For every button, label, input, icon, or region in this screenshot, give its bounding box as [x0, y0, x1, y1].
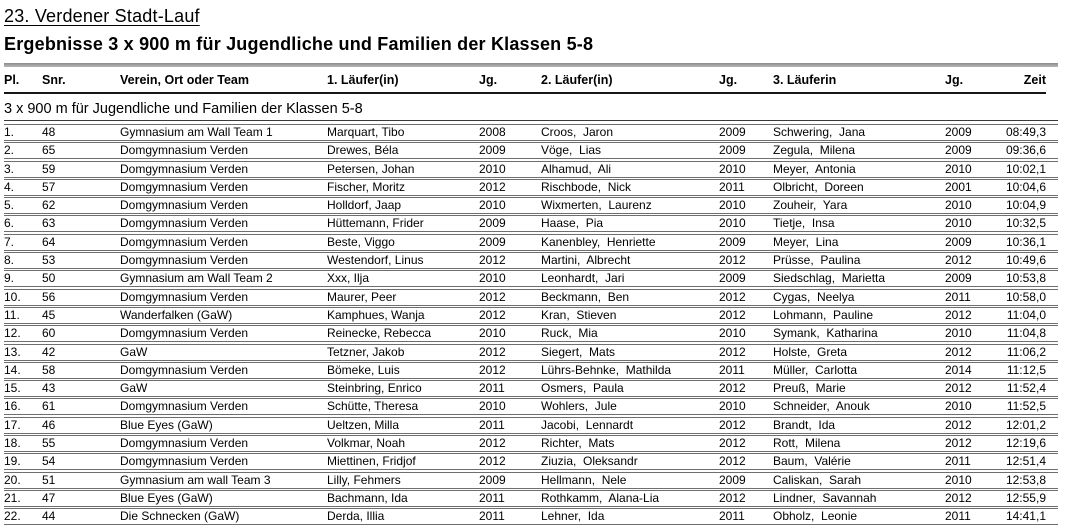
- table-cell: 2012: [719, 307, 746, 322]
- table-cell: Domgymnasium Verden: [120, 454, 249, 469]
- table-cell: 2011: [945, 289, 971, 304]
- table-cell: 2010: [945, 399, 972, 414]
- table-cell: Rott, Milena: [773, 436, 841, 451]
- table-cell: Caliskan, Sarah: [773, 472, 862, 487]
- table-cell: Wanderfalken (GaW): [120, 307, 233, 322]
- table-cell: 2009: [945, 143, 972, 158]
- table-cell: GaW: [120, 344, 148, 359]
- table-row: [4, 508, 1058, 525]
- table-header: [4, 67, 1046, 94]
- table-cell: 11:12,5: [1006, 362, 1046, 377]
- table-cell: Domgymnasium Verden: [120, 326, 249, 341]
- column-header: Snr.: [42, 73, 66, 87]
- table-row: [4, 380, 1058, 397]
- table-cell: Lehner, Ida: [541, 509, 605, 524]
- table-cell: Kamphues, Wanja: [327, 307, 425, 322]
- table-cell: Fischer, Moritz: [327, 179, 406, 194]
- table-cell: 11:04,0: [1006, 307, 1046, 322]
- table-cell: Jacobi, Lennardt: [541, 417, 634, 432]
- table-cell: Holldorf, Jaap: [327, 198, 402, 213]
- table-cell: Schneider, Anouk: [773, 399, 870, 414]
- table-cell: Brandt, Ida: [773, 417, 836, 432]
- table-cell: 2009: [945, 234, 972, 249]
- table-cell: 2010: [479, 161, 506, 176]
- table-cell: Hellmann, Nele: [541, 472, 627, 487]
- table-cell: Beste, Viggo: [327, 234, 395, 249]
- table-cell: Obholz, Leonie: [773, 509, 858, 524]
- table-cell: Kran, Stieven: [541, 307, 617, 322]
- table-cell: Domgymnasium Verden: [120, 289, 249, 304]
- table-cell: 56: [42, 289, 56, 304]
- table-cell: 55: [42, 436, 56, 451]
- table-cell: Westendorf, Linus: [327, 253, 424, 268]
- table-cell: 19.: [4, 454, 21, 469]
- table-cell: 58: [42, 362, 56, 377]
- table-cell: 10:32,5: [1005, 216, 1046, 231]
- column-header: Pl.: [4, 73, 20, 87]
- table-cell: Siegert, Mats: [541, 344, 616, 359]
- table-cell: 2012: [945, 381, 972, 396]
- table-row: [4, 234, 1058, 251]
- table-cell: 21.: [4, 490, 21, 505]
- table-cell: 16.: [4, 399, 21, 414]
- table-cell: Lührs-Behnke, Mathilda: [541, 362, 672, 377]
- table-cell: 2012: [719, 344, 746, 359]
- table-cell: 57: [42, 179, 56, 194]
- table-cell: Müller, Carlotta: [773, 362, 858, 377]
- table-cell: Gymnasium am wall Team 3: [120, 472, 271, 487]
- table-cell: 14:41,1: [1005, 509, 1046, 524]
- table-cell: 2012: [479, 307, 506, 322]
- table-cell: 2009: [945, 271, 972, 286]
- table-cell: 2012: [719, 454, 746, 469]
- table-cell: Cygas, Neelya: [773, 289, 855, 304]
- table-cell: 2011: [479, 417, 505, 432]
- table-cell: Derda, Illia: [327, 509, 385, 524]
- table-cell: 54: [42, 454, 56, 469]
- table-cell: Reinecke, Rebecca: [327, 326, 432, 341]
- table-cell: 2011: [945, 454, 971, 469]
- table-cell: 2009: [479, 216, 506, 231]
- table-cell: 2011: [719, 362, 745, 377]
- column-header: Jg.: [945, 73, 964, 87]
- table-cell: Gymnasium am Wall Team 1: [120, 125, 273, 139]
- table-cell: 44: [42, 509, 56, 524]
- table-cell: 2010: [719, 161, 746, 176]
- table-row: [4, 417, 1058, 434]
- table-cell: 10:02,1: [1005, 161, 1046, 176]
- table-cell: 2.: [4, 143, 15, 158]
- table-cell: Wohlers, Jule: [541, 399, 617, 414]
- table-cell: Miettinen, Fridjof: [327, 454, 416, 469]
- table-row: [4, 490, 1058, 507]
- table-cell: 2012: [719, 490, 746, 505]
- table-cell: Preuß, Marie: [773, 381, 846, 396]
- table-cell: Maurer, Peer: [327, 289, 397, 304]
- table-cell: 2012: [479, 289, 506, 304]
- table-cell: 2010: [945, 472, 972, 487]
- table-cell: 2010: [945, 161, 972, 176]
- table-row: [4, 435, 1058, 452]
- table-cell: 64: [42, 234, 56, 249]
- page-title: 23. Verdener Stadt-Lauf: [4, 6, 200, 26]
- table-cell: 22.: [4, 509, 21, 524]
- table-cell: Osmers, Paula: [541, 381, 624, 396]
- table-cell: 2012: [479, 454, 506, 469]
- table-cell: 14.: [4, 362, 21, 377]
- table-cell: 2010: [479, 271, 506, 286]
- table-cell: 5.: [4, 198, 15, 213]
- table-cell: 2010: [945, 326, 972, 341]
- table-row: [4, 270, 1058, 287]
- table-cell: Alhamud, Ali: [541, 161, 612, 176]
- table-cell: Xxx, Ilja: [327, 271, 370, 286]
- table-cell: 18.: [4, 436, 21, 451]
- table-cell: 3.: [4, 161, 15, 176]
- table-cell: 59: [42, 161, 56, 176]
- table-cell: 53: [42, 253, 56, 268]
- table-cell: Lilly, Fehmers: [327, 472, 401, 487]
- table-cell: 2012: [719, 417, 746, 432]
- table-cell: 09:36,6: [1005, 143, 1046, 158]
- table-cell: 2010: [719, 399, 746, 414]
- table-cell: Domgymnasium Verden: [120, 253, 249, 268]
- table-cell: 12.: [4, 326, 21, 341]
- table-cell: 2009: [719, 125, 746, 139]
- table-cell: Steinbring, Enrico: [327, 381, 422, 396]
- table-cell: Bachmann, Ida: [327, 490, 408, 505]
- table-cell: Volkmar, Noah: [327, 436, 406, 451]
- table-cell: Haase, Pia: [541, 216, 604, 231]
- table-cell: Domgymnasium Verden: [120, 399, 249, 414]
- table-cell: Blue Eyes (GaW): [120, 490, 213, 505]
- table-row: [4, 307, 1058, 324]
- table-cell: 20.: [4, 472, 21, 487]
- table-cell: Schwering, Jana: [773, 125, 866, 139]
- table-cell: 63: [42, 216, 56, 231]
- table-cell: Domgymnasium Verden: [120, 143, 249, 158]
- table-cell: 42: [42, 344, 56, 359]
- table-cell: 2012: [945, 436, 972, 451]
- table-row: [4, 142, 1058, 159]
- table-cell: Blue Eyes (GaW): [120, 417, 213, 432]
- table-cell: 51: [42, 472, 56, 487]
- table-cell: 47: [42, 490, 56, 505]
- table-cell: 2012: [479, 253, 506, 268]
- table-cell: 2010: [479, 326, 506, 341]
- table-cell: 2010: [719, 216, 746, 231]
- table-row: [4, 362, 1058, 379]
- table-cell: 2012: [719, 289, 746, 304]
- table-cell: 2012: [479, 179, 506, 194]
- table-cell: Croos, Jaron: [541, 125, 614, 139]
- table-cell: Rischbode, Nick: [541, 179, 632, 194]
- table-cell: 10:53,8: [1005, 271, 1046, 286]
- table-row: [4, 289, 1058, 306]
- table-cell: 11:06,2: [1006, 344, 1046, 359]
- table-cell: Meyer, Lina: [773, 234, 839, 249]
- table-cell: 2012: [479, 436, 506, 451]
- table-cell: Richter, Mats: [541, 436, 615, 451]
- table-cell: Domgymnasium Verden: [120, 362, 249, 377]
- table-row: [4, 161, 1058, 178]
- table-cell: 48: [42, 125, 56, 139]
- table-cell: 8.: [4, 253, 15, 268]
- page-subtitle: Ergebnisse 3 x 900 m für Jugendliche und Familien der Klassen 5-8: [4, 34, 594, 54]
- section-label: 3 x 900 m für Jugendliche und Familien der Klassen 5-8: [4, 101, 1058, 121]
- table-cell: Bömeke, Luis: [327, 362, 400, 377]
- table-row: [4, 124, 1058, 141]
- table-cell: 2010: [945, 198, 972, 213]
- table-cell: 1.: [4, 125, 15, 139]
- table-row: [4, 179, 1058, 196]
- table-cell: 61: [42, 399, 56, 414]
- table-row: [4, 325, 1058, 342]
- table-cell: 2010: [479, 399, 506, 414]
- table-cell: Domgymnasium Verden: [120, 198, 249, 213]
- table-row: [4, 398, 1058, 415]
- table-cell: Tietje, Insa: [773, 216, 835, 231]
- table-cell: 2012: [945, 253, 972, 268]
- table-cell: Drewes, Béla: [327, 143, 399, 158]
- table-cell: Lindner, Savannah: [773, 490, 877, 505]
- table-cell: 15.: [4, 381, 21, 396]
- table-cell: Domgymnasium Verden: [120, 216, 249, 231]
- table-cell: 11:52,5: [1006, 399, 1046, 414]
- table-row: [4, 472, 1058, 489]
- table-cell: Petersen, Johan: [327, 161, 415, 176]
- table-cell: Domgymnasium Verden: [120, 161, 249, 176]
- table-cell: Tetzner, Jakob: [327, 344, 405, 359]
- table-cell: 2010: [945, 216, 972, 231]
- table-cell: Ziuzia, Oleksandr: [541, 454, 638, 469]
- table-cell: 2011: [719, 509, 745, 524]
- table-cell: 45: [42, 307, 56, 322]
- table-cell: 2011: [719, 179, 745, 194]
- table-cell: 12:19,6: [1005, 436, 1046, 451]
- table-cell: 2009: [719, 143, 746, 158]
- table-cell: 6.: [4, 216, 15, 231]
- table-cell: Die Schnecken (GaW): [120, 509, 240, 524]
- table-cell: 2009: [945, 125, 972, 139]
- table-cell: 43: [42, 381, 56, 396]
- table-cell: 2012: [719, 436, 746, 451]
- table-cell: Wixmerten, Laurenz: [541, 198, 652, 213]
- table-cell: 12:55,9: [1005, 490, 1046, 505]
- table-cell: Schütte, Theresa: [327, 399, 419, 414]
- table-cell: 2011: [479, 509, 505, 524]
- table-cell: Siedschlag, Marietta: [773, 271, 886, 286]
- table-cell: Gymnasium am Wall Team 2: [120, 271, 273, 286]
- table-cell: Lohmann, Pauline: [773, 307, 874, 322]
- table-cell: Beckmann, Ben: [541, 289, 630, 304]
- table-cell: 10:04,6: [1005, 179, 1046, 194]
- table-cell: 2008: [479, 125, 506, 139]
- table-cell: 10:49,6: [1005, 253, 1046, 268]
- column-header: 2. Läufer(in): [541, 73, 613, 87]
- table-row: [4, 215, 1058, 232]
- table-cell: 13.: [4, 344, 21, 359]
- table-cell: 10:36,1: [1005, 234, 1046, 249]
- table-row: [4, 252, 1058, 269]
- column-header: Jg.: [719, 73, 738, 87]
- table-cell: Holste, Greta: [773, 344, 848, 359]
- table-cell: 12:53,8: [1005, 472, 1046, 487]
- table-cell: Olbricht, Doreen: [773, 179, 864, 194]
- table-cell: 2009: [479, 234, 506, 249]
- table-cell: 11:52,4: [1006, 381, 1046, 396]
- table-cell: 2011: [479, 381, 505, 396]
- table-row: [4, 197, 1058, 214]
- table-cell: Domgymnasium Verden: [120, 179, 249, 194]
- table-cell: 2011: [479, 490, 505, 505]
- table-cell: 2012: [479, 344, 506, 359]
- table-cell: Zegula, Milena: [773, 143, 856, 158]
- table-cell: 2009: [479, 472, 506, 487]
- results-table: [4, 124, 1058, 525]
- table-cell: 12:51,4: [1005, 454, 1046, 469]
- table-cell: 2010: [719, 326, 746, 341]
- table-cell: Leonhardt, Jari: [541, 271, 625, 286]
- table-cell: Rothkamm, Alana-Lia: [541, 490, 660, 505]
- table-cell: 10:58,0: [1005, 289, 1046, 304]
- column-header: Verein, Ort oder Team: [120, 73, 249, 87]
- table-cell: 08:49,3: [1005, 125, 1046, 139]
- table-cell: Baum, Valérie: [773, 454, 851, 469]
- table-cell: 10.: [4, 289, 21, 304]
- table-cell: 60: [42, 326, 56, 341]
- table-cell: 50: [42, 271, 56, 286]
- table-cell: Kanenbley, Henriette: [541, 234, 656, 249]
- table-cell: Domgymnasium Verden: [120, 436, 249, 451]
- table-cell: 62: [42, 198, 56, 213]
- table-cell: 10:04,9: [1005, 198, 1046, 213]
- column-header: Jg.: [479, 73, 498, 87]
- table-cell: 11.: [4, 307, 20, 322]
- column-header: 3. Läuferin: [773, 73, 837, 87]
- table-cell: Domgymnasium Verden: [120, 234, 249, 249]
- table-cell: 7.: [4, 234, 15, 249]
- table-cell: 4.: [4, 179, 15, 194]
- table-cell: 11:04,8: [1006, 326, 1046, 341]
- table-cell: 2001: [945, 179, 972, 194]
- table-cell: 2009: [719, 271, 746, 286]
- table-cell: Hüttemann, Frider: [327, 216, 424, 231]
- table-cell: 2009: [719, 234, 746, 249]
- table-cell: 2012: [945, 417, 972, 432]
- table-cell: Symank, Katharina: [773, 326, 878, 341]
- table-cell: Marquart, Tibo: [327, 125, 405, 139]
- column-header: 1. Läufer(in): [327, 73, 399, 87]
- table-cell: Zouheir, Yara: [773, 198, 848, 213]
- table-cell: 9.: [4, 271, 15, 286]
- table-cell: Ueltzen, Milla: [327, 417, 400, 432]
- table-cell: GaW: [120, 381, 148, 396]
- table-cell: 2011: [945, 509, 971, 524]
- table-cell: 2012: [945, 490, 972, 505]
- table-row: [4, 344, 1058, 361]
- table-cell: 2009: [719, 472, 746, 487]
- table-cell: 2014: [945, 362, 972, 377]
- table-cell: 2012: [945, 307, 972, 322]
- table-cell: Vöge, Lias: [541, 143, 602, 158]
- table-cell: 2012: [719, 381, 746, 396]
- table-cell: 12:01,2: [1005, 417, 1046, 432]
- table-cell: 46: [42, 417, 56, 432]
- column-header: Zeit: [1023, 73, 1046, 87]
- table-cell: Meyer, Antonia: [773, 161, 856, 176]
- table-cell: 2012: [719, 253, 746, 268]
- table-cell: Martini, Albrecht: [541, 253, 631, 268]
- table-cell: 17.: [4, 417, 21, 432]
- table-cell: Prüsse, Paulina: [773, 253, 861, 268]
- table-cell: 2010: [479, 198, 506, 213]
- table-cell: Ruck, Mia: [541, 326, 598, 341]
- table-cell: 2009: [479, 143, 506, 158]
- table-cell: 2012: [479, 362, 506, 377]
- table-cell: 2012: [945, 344, 972, 359]
- table-row: [4, 453, 1058, 470]
- table-cell: 65: [42, 143, 56, 158]
- table-cell: 2010: [719, 198, 746, 213]
